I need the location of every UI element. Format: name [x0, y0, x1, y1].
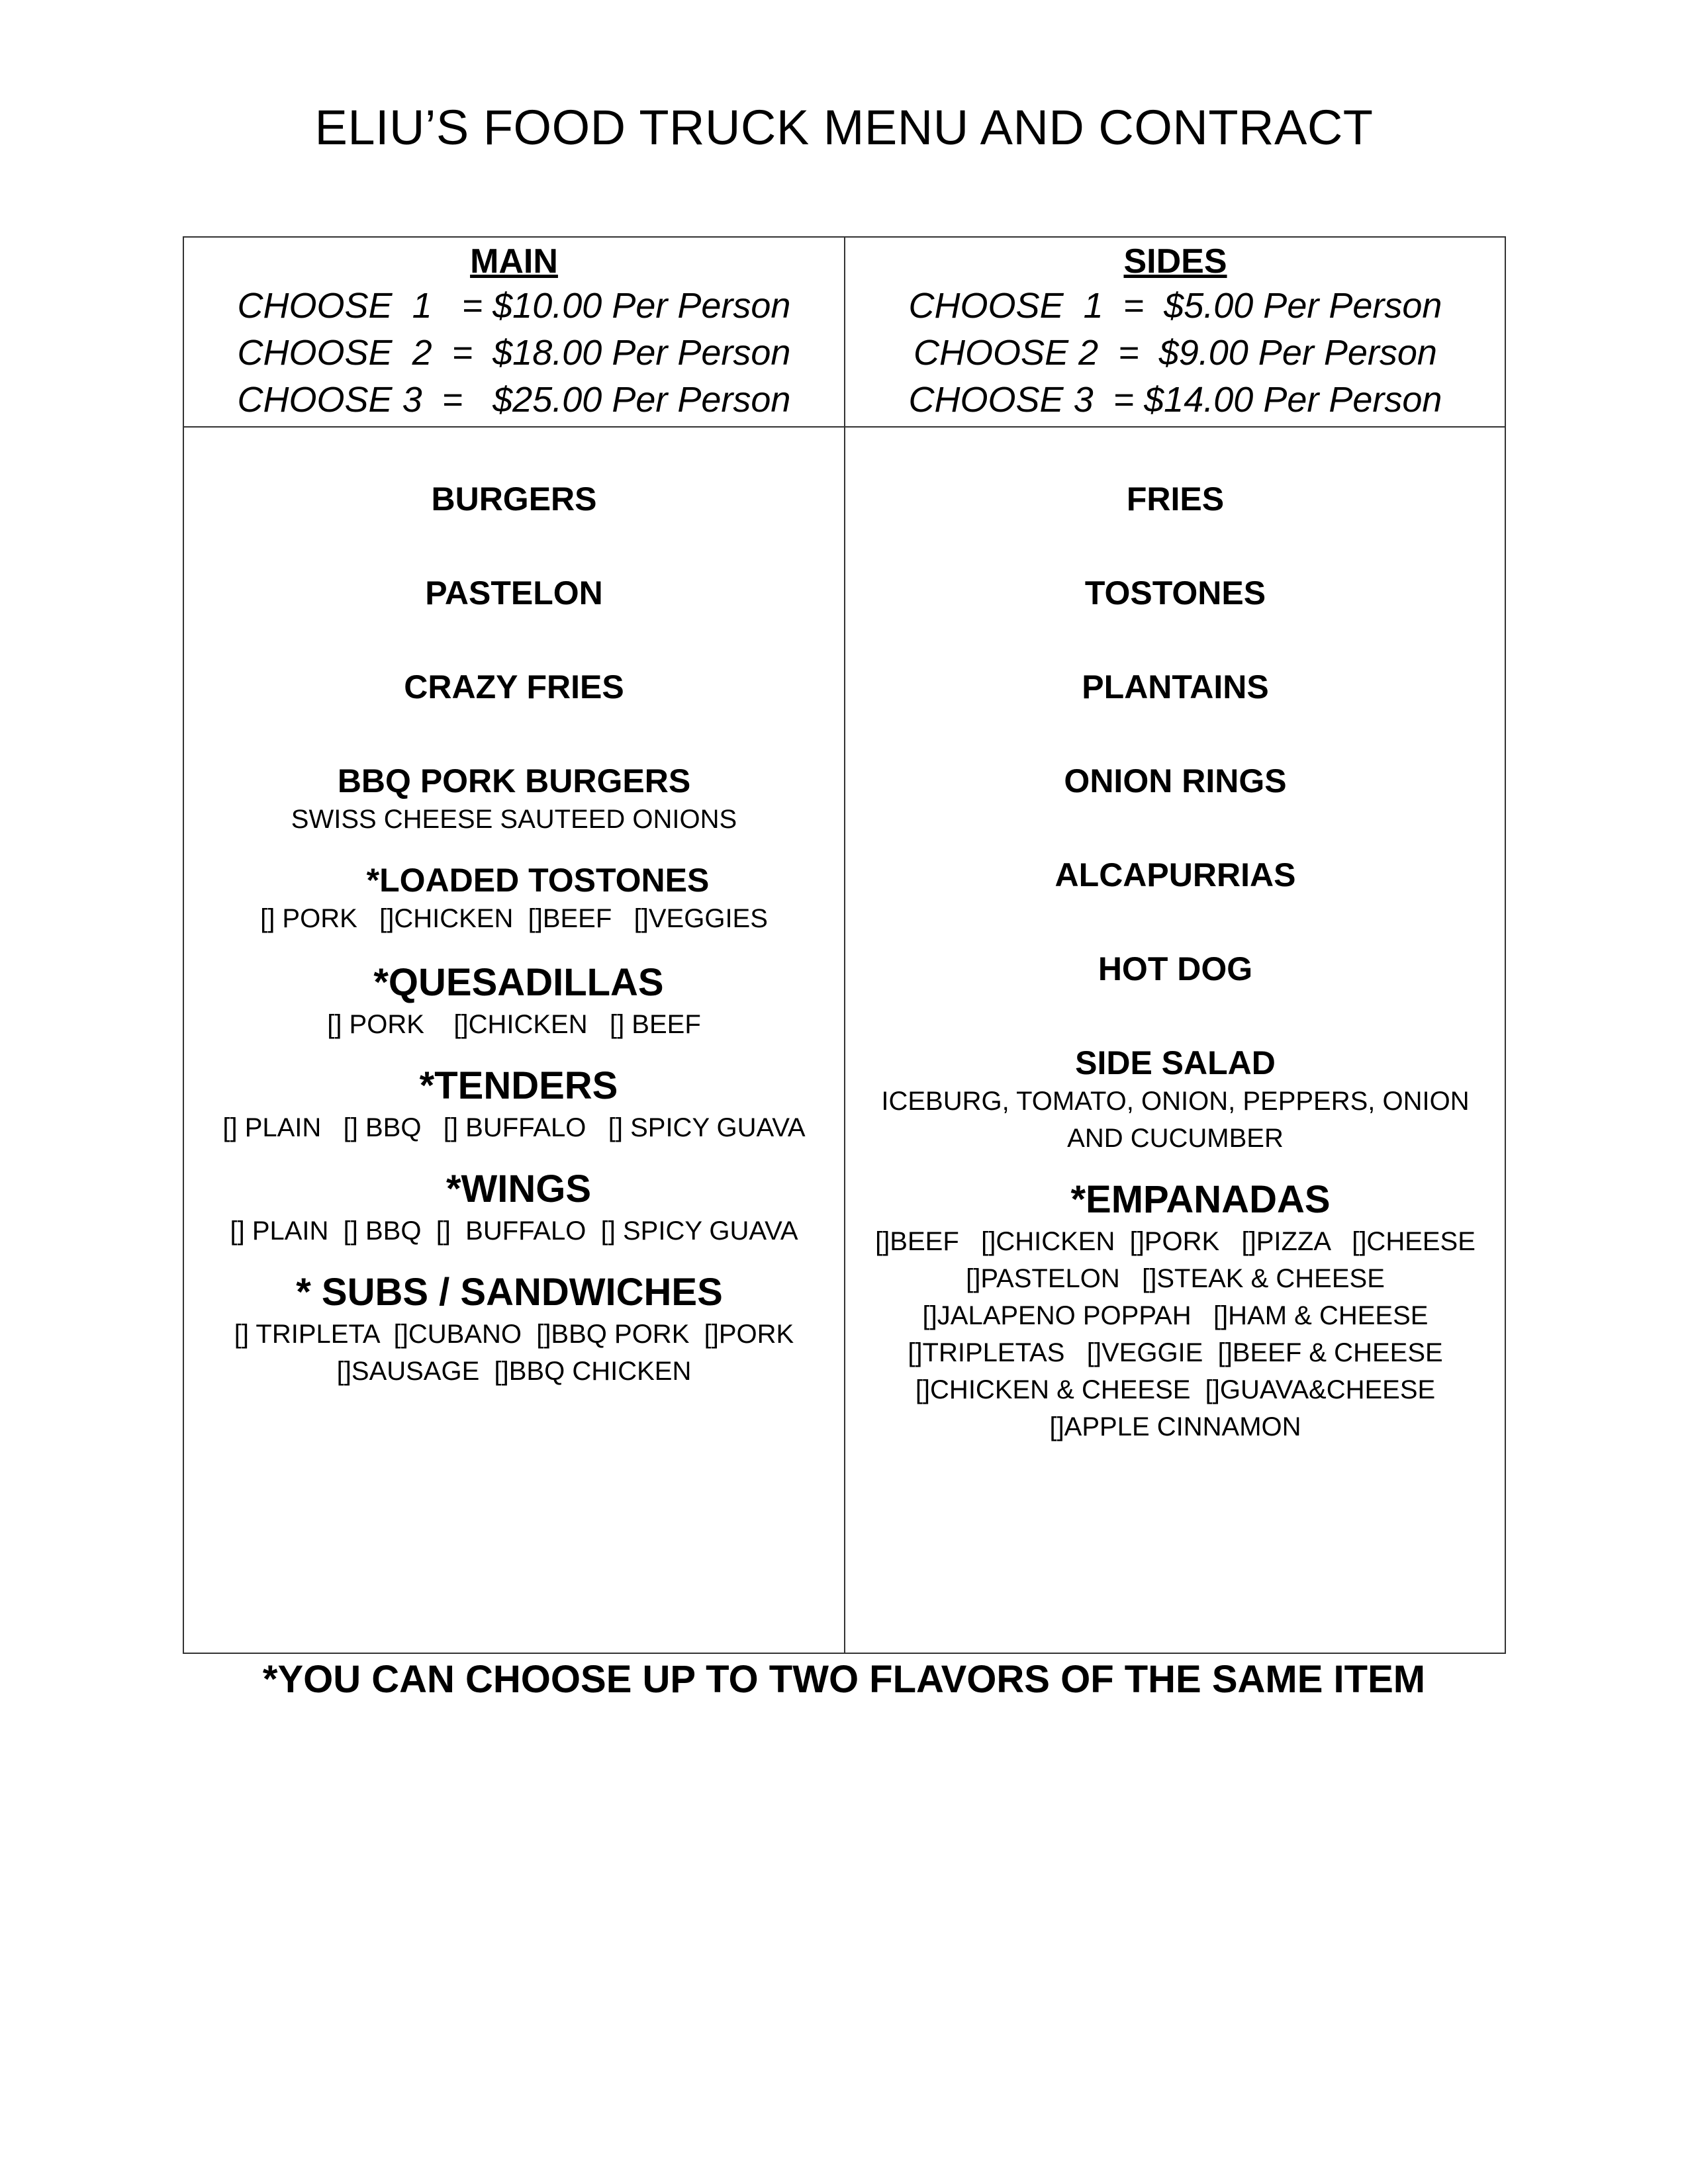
sides-item-options: []JALAPENO POPPAH []HAM & CHEESE [922, 1301, 1429, 1330]
main-header [184, 238, 844, 424]
menu-table [183, 236, 1506, 1654]
main-item-loaded-tostones: *LOADED TOSTONES [366, 862, 710, 899]
sides-price-3: CHOOSE 3 = $14.00 Per Person [908, 380, 1442, 420]
sides-item-options: []TRIPLETAS []VEGGIE []BEEF & CHEESE [908, 1338, 1443, 1367]
main-item-quesadillas: *QUESADILLAS [373, 961, 664, 1004]
sides-item-hot-dog: HOT DOG [1098, 950, 1253, 987]
sides-price-2: CHOOSE 2 = $9.00 Per Person [914, 333, 1437, 373]
main-item-wings: *WINGS [445, 1167, 592, 1210]
main-item-pastelon: PASTELON [425, 574, 603, 612]
main-items [184, 428, 844, 1390]
main-item-options: []SAUSAGE []BBQ CHICKEN [336, 1357, 692, 1386]
page-title: ELIU’S FOOD TRUCK MENU AND CONTRACT [314, 100, 1374, 155]
sides-heading: SIDES [1123, 242, 1227, 281]
sides-item-fries: FRIES [1126, 480, 1225, 518]
sides-item-tostones: TOSTONES [1084, 574, 1266, 612]
sides-item-empanadas: *EMPANADAS [1070, 1178, 1331, 1221]
sides-item-options: []PASTELON []STEAK & CHEESE [966, 1264, 1385, 1293]
sides-item-options: []CHICKEN & CHEESE []GUAVA&CHEESE [915, 1375, 1436, 1404]
main-item-options: [] PLAIN [] BBQ [] BUFFALO [] SPICY GUAVA [230, 1216, 798, 1246]
main-item-bbq-pork-burgers: BBQ PORK BURGERS [337, 762, 691, 799]
sides-item-note: AND CUCUMBER [1067, 1124, 1284, 1153]
main-item-subs-sandwiches: * SUBS / SANDWICHES [296, 1271, 723, 1314]
main-item-burgers: BURGERS [431, 480, 597, 518]
sides-price-1: CHOOSE 1 = $5.00 Per Person [908, 286, 1442, 326]
main-price-3: CHOOSE 3 = $25.00 Per Person [237, 380, 791, 420]
main-item-crazy-fries: CRAZY FRIES [404, 668, 624, 705]
sides-items [845, 428, 1505, 1445]
sides-item-options: []BEEF []CHICKEN []PORK []PIZZA []CHEESE [875, 1227, 1476, 1256]
main-heading: MAIN [470, 242, 558, 281]
sides-item-options: []APPLE CINNAMON [1049, 1412, 1301, 1441]
main-item-options: [] TRIPLETA []CUBANO []BBQ PORK []PORK [234, 1320, 794, 1349]
main-item-tenders: *TENDERS [419, 1064, 618, 1107]
main-price-2: CHOOSE 2 = $18.00 Per Person [237, 333, 791, 373]
main-item-note: SWISS CHEESE SAUTEED ONIONS [291, 805, 737, 834]
sides-item-alcapurrias: ALCAPURRIAS [1055, 856, 1296, 893]
sides-item-note: ICEBURG, TOMATO, ONION, PEPPERS, ONION [881, 1087, 1470, 1116]
footer-note: *YOU CAN CHOOSE UP TO TWO FLAVORS OF THE SAME ITEM [262, 1658, 1426, 1701]
sides-item-onion-rings: ONION RINGS [1064, 762, 1287, 799]
main-item-options: [] PLAIN [] BBQ [] BUFFALO [] SPICY GUAVA [222, 1113, 806, 1142]
sides-item-side-salad: SIDE SALAD [1075, 1044, 1276, 1081]
main-item-options: [] PORK []CHICKEN [] BEEF [327, 1010, 701, 1039]
main-item-options: [] PORK []CHICKEN []BEEF []VEGGIES [260, 904, 768, 933]
sides-header [845, 238, 1505, 424]
main-price-1: CHOOSE 1 = $10.00 Per Person [237, 286, 791, 326]
sides-item-plantains: PLANTAINS [1082, 668, 1269, 705]
